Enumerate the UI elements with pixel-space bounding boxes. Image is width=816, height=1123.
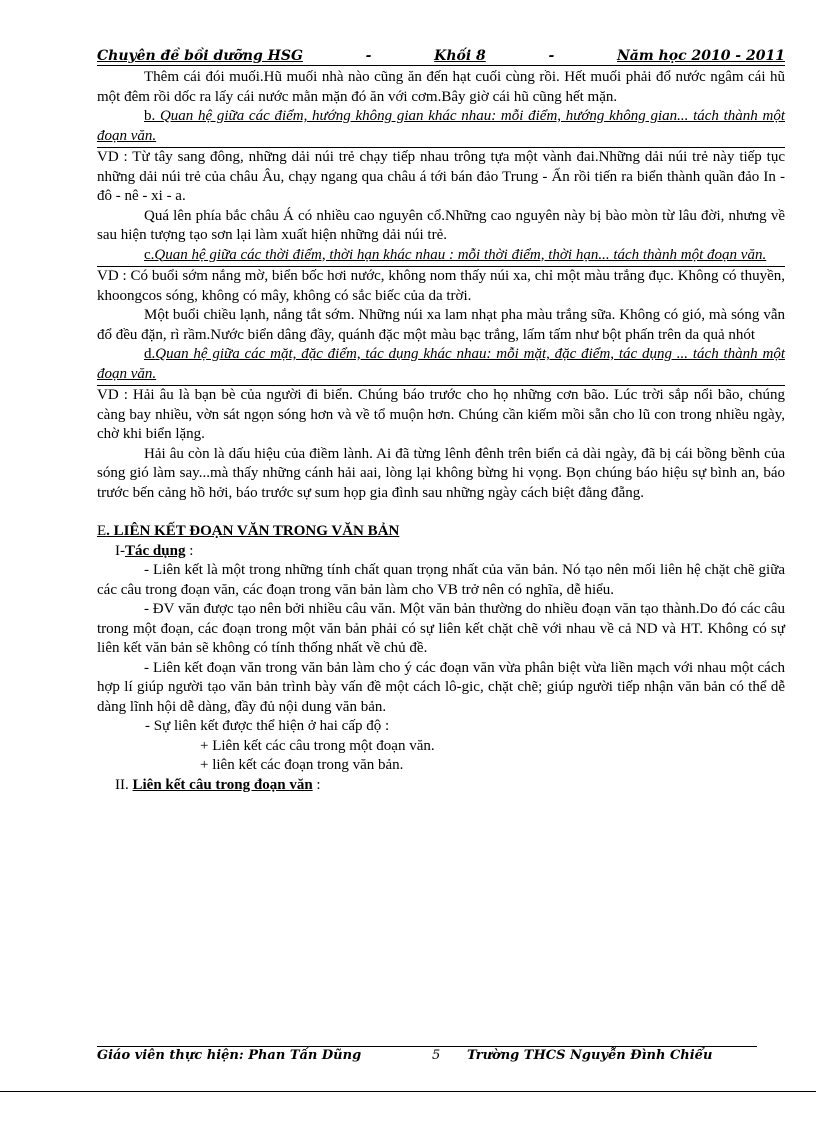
subsection-ii-heading bbox=[97, 776, 785, 796]
subsection-ii-prefix: II. bbox=[115, 776, 133, 793]
document-body bbox=[97, 68, 785, 795]
paragraph-i-3: - Liên kết đoạn văn trong văn bản làm cho ý các đoạn văn vừa phân biệt vừa liền mạch với nhau một cách hợp lí giúp người tạo văn bản trình bày vấn đề một cách lô-gic, chặt chẽ; giúp người tiếp nhận văn bản có thể dễ dàng lĩnh hội dễ dàng, đầy đủ nội dung văn bản. bbox=[97, 659, 785, 715]
section-e-letter: E bbox=[97, 523, 107, 539]
header-topic: Chuyên đề bồi dưỡng HSG bbox=[97, 48, 303, 64]
subsection-ii-title: Liên kết câu trong đoạn văn bbox=[132, 776, 313, 793]
header-sep-2: - bbox=[548, 48, 555, 64]
subsection-ii-suffix: : bbox=[312, 776, 321, 793]
subheading-d bbox=[97, 345, 785, 386]
subheading-b bbox=[97, 107, 785, 148]
subsection-i-heading bbox=[97, 542, 785, 562]
subheading-d-title: Quan hệ giữa các mặt, đặc điểm, tác dụng khác nhau: mỗi mặt, đặc điểm, tác dụng ... tách thành một đoạn văn. bbox=[97, 346, 785, 382]
bottom-rule bbox=[0, 1091, 816, 1092]
example-d-1: VD : Hải âu là bạn bè của người đi biển. Chúng báo trước cho họ những cơn bão. Lúc trời sắp nổi bão, chúng càng bay nhiều, vờn sát ngọn sóng hơn và về tổ muộn hơn. Chúng cần kiếm mồi sẵn cho lũ con trong nhiều ngày, chờ khi biển lặng. bbox=[97, 387, 785, 442]
spacer bbox=[97, 503, 785, 522]
subheading-b-label: b. bbox=[144, 108, 160, 124]
subheading-d-label: d. bbox=[144, 346, 156, 362]
paragraph-i-1: - Liên kết là một trong những tính chất quan trọng nhất của văn bản. Nó tạo nên mối liên hệ chặt chẽ giữa các câu trong đoạn văn, các đoạn trong văn bản làm cho VB trở nên có nghĩa, dễ hiểu. bbox=[97, 562, 785, 598]
page-header bbox=[97, 48, 785, 66]
example-c-2: Một buổi chiều lạnh, nắng tắt sớm. Những núi xa lam nhạt pha màu trắng sữa. Không có gió, mà sóng vẫn đổ đều đặn, rì rầm.Nước biển dâng đầy, quánh đặc một màu bạc trắng, lấm tấm như bột phấn trên da quả nhót bbox=[97, 307, 785, 343]
paragraph-i-4: - Sự liên kết được thể hiện ở hai cấp độ : bbox=[145, 718, 390, 734]
paragraph-intro: Thêm cái đói muối.Hũ muối nhà nào cũng ăn đến hạt cuối cùng rồi. Hết muối phải đổ nước ngâm cái hũ một đêm rồi dốc ra lấy cái nước mằn mặn đó ăn với cơm.Bây giờ cái hũ cũng hết mặn. bbox=[97, 69, 785, 105]
header-sep-1: - bbox=[365, 48, 372, 64]
example-d-2: Hải âu còn là dấu hiệu của điềm lành. Ai đã từng lênh đênh trên biển cả dài ngày, đã bị cái bồng bềnh của sóng gió làm say...mà thấy những cánh hải aai, lòng lại không bừng hi vọng. Bọn chúng báo hiệu sự bình an, báo trước bến cảng hồ hởi, báo trước sự sum họp gia đình sau những ngày cách biệt đằng đẵng. bbox=[97, 445, 785, 501]
footer-teacher: Giáo viên thực hiện: Phan Tấn Dũng bbox=[97, 1048, 362, 1063]
subheading-c bbox=[97, 246, 785, 268]
example-c-1: VD : Có buổi sớm nắng mờ, biển bốc hơi nước, không nom thấy núi xa, chỉ một màu trắng đục. Không có thuyền, khoongcos sóng, không có mây, không có sắc biếc của da trời. bbox=[97, 268, 785, 304]
footer-school: Trường THCS Nguyễn Đình Chiểu bbox=[467, 1048, 713, 1063]
example-b-1: VD : Từ tây sang đông, những dải núi trẻ chạy tiếp nhau trông tựa một vành đai.Những dải núi trẻ này tiếp tục những dải núi trẻ của châu Âu, chạy ngang qua châu á tới bán đảo Trung - Ấn rồi tiến ra biển thành quần đảo In - đô - nê - xi - a. bbox=[97, 149, 785, 204]
header-grade: Khối 8 bbox=[434, 48, 486, 64]
page-footer bbox=[97, 1046, 757, 1063]
subsection-i-title: Tác dụng bbox=[125, 542, 186, 559]
subsection-i-prefix: I- bbox=[115, 542, 125, 559]
page bbox=[97, 48, 785, 795]
subsection-i-suffix: : bbox=[185, 542, 194, 559]
bullet-i-1: + Liên kết các câu trong một đoạn văn. bbox=[200, 737, 435, 754]
subheading-c-label: c. bbox=[144, 246, 155, 263]
section-e-heading bbox=[97, 522, 785, 542]
section-e-title: . LIÊN KẾT ĐOẠN VĂN TRONG VĂN BẢN bbox=[106, 523, 400, 539]
footer-page-number: 5 bbox=[432, 1048, 441, 1063]
subheading-c-title: Quan hệ giữa các thời điểm, thời hạn khác nhau : mỗi thời điểm, thời hạn... tách thành một đoạn văn. bbox=[154, 246, 767, 263]
bullet-i-2: + liên kết các đoạn trong văn bản. bbox=[200, 757, 404, 773]
example-b-2: Quá lên phía bắc châu Á có nhiều cao nguyên cổ.Những cao nguyên này bị bào mòn từ lâu đời, nhưng về sau hiện tượng tạo sơn lại làm xuất hiện những dải núi trẻ. bbox=[97, 207, 785, 243]
paragraph-i-2: - ĐV văn được tạo nên bởi nhiều câu văn. Một văn bản thường do nhiều đoạn văn tạo thành.Do đó các câu trong một đoạn, các đoạn trong một văn bản phải có sự liên kết chặt chẽ với nhau về cả ND và HT. Không có sự liên kết văn bản sẽ không có tính thống nhất về chủ đề. bbox=[97, 601, 785, 656]
header-school-year: Năm học 2010 - 2011 bbox=[617, 48, 785, 64]
subheading-b-title: Quan hệ giữa các điểm, hướng không gian khác nhau: mỗi điểm, hướng không gian... tách thành một đoạn văn. bbox=[97, 108, 786, 144]
